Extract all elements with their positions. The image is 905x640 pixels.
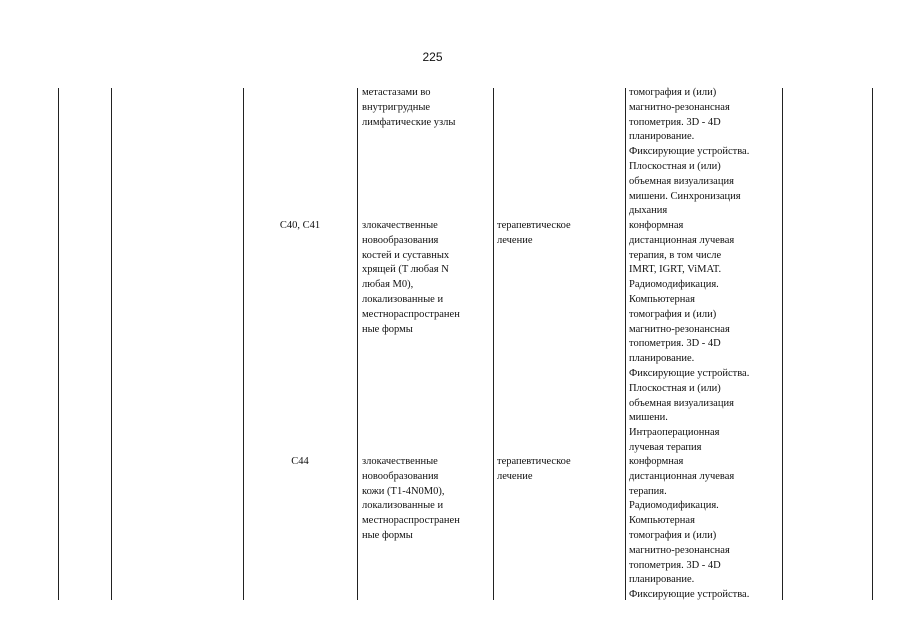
method-cell: конформная дистанционная лучевая терапия. Радиомодификация. Компьютерная томография и (или) магнитно-резонансная топометрия. 3D - 4D планирование. Фиксирующие устройства. xyxy=(629,456,750,601)
icd-code-cell: C40, C41 xyxy=(279,220,321,231)
treatment-cell: терапевтическое лечение xyxy=(497,220,571,246)
diagnosis-cell: злокачественные новообразования костей и суставных хрящей (T любая N любая M0), локализованные и местнораспространен ные формы xyxy=(362,220,460,335)
table-border-right xyxy=(872,88,873,600)
page-number: 225 xyxy=(422,50,443,64)
column-divider-2 xyxy=(243,88,244,600)
column-divider-1 xyxy=(111,88,112,600)
column-divider-5 xyxy=(625,88,626,600)
method-cell: конформная дистанционная лучевая терапия, в том числе IMRT, IGRT, ViMAT. Радиомодификация. Компьютерная томография и (или) магнитно-резонансная топометрия. 3D - 4D планирование. Фиксирующие устройства. Плоскостная и (или) объемная визуализация мишени. Интраоперационная лучевая терапия xyxy=(629,220,750,453)
method-cell: томография и (или) магнитно-резонансная топометрия. 3D - 4D планирование. Фиксирующие устройства. Плоскостная и (или) объемная визуализация мишени. Синхронизация дыхания xyxy=(629,87,750,217)
column-divider-6 xyxy=(782,88,783,600)
diagnosis-cell: метастазами во внутригрудные лимфатические узлы xyxy=(362,87,456,128)
column-divider-4 xyxy=(493,88,494,600)
treatment-cell: терапевтическое лечение xyxy=(497,456,571,482)
column-divider-3 xyxy=(357,88,358,600)
icd-code-cell: C44 xyxy=(291,456,309,467)
diagnosis-cell: злокачественные новообразования кожи (T1-4N0M0), локализованные и местнораспространен ные формы xyxy=(362,456,460,541)
table-border-left xyxy=(58,88,59,600)
